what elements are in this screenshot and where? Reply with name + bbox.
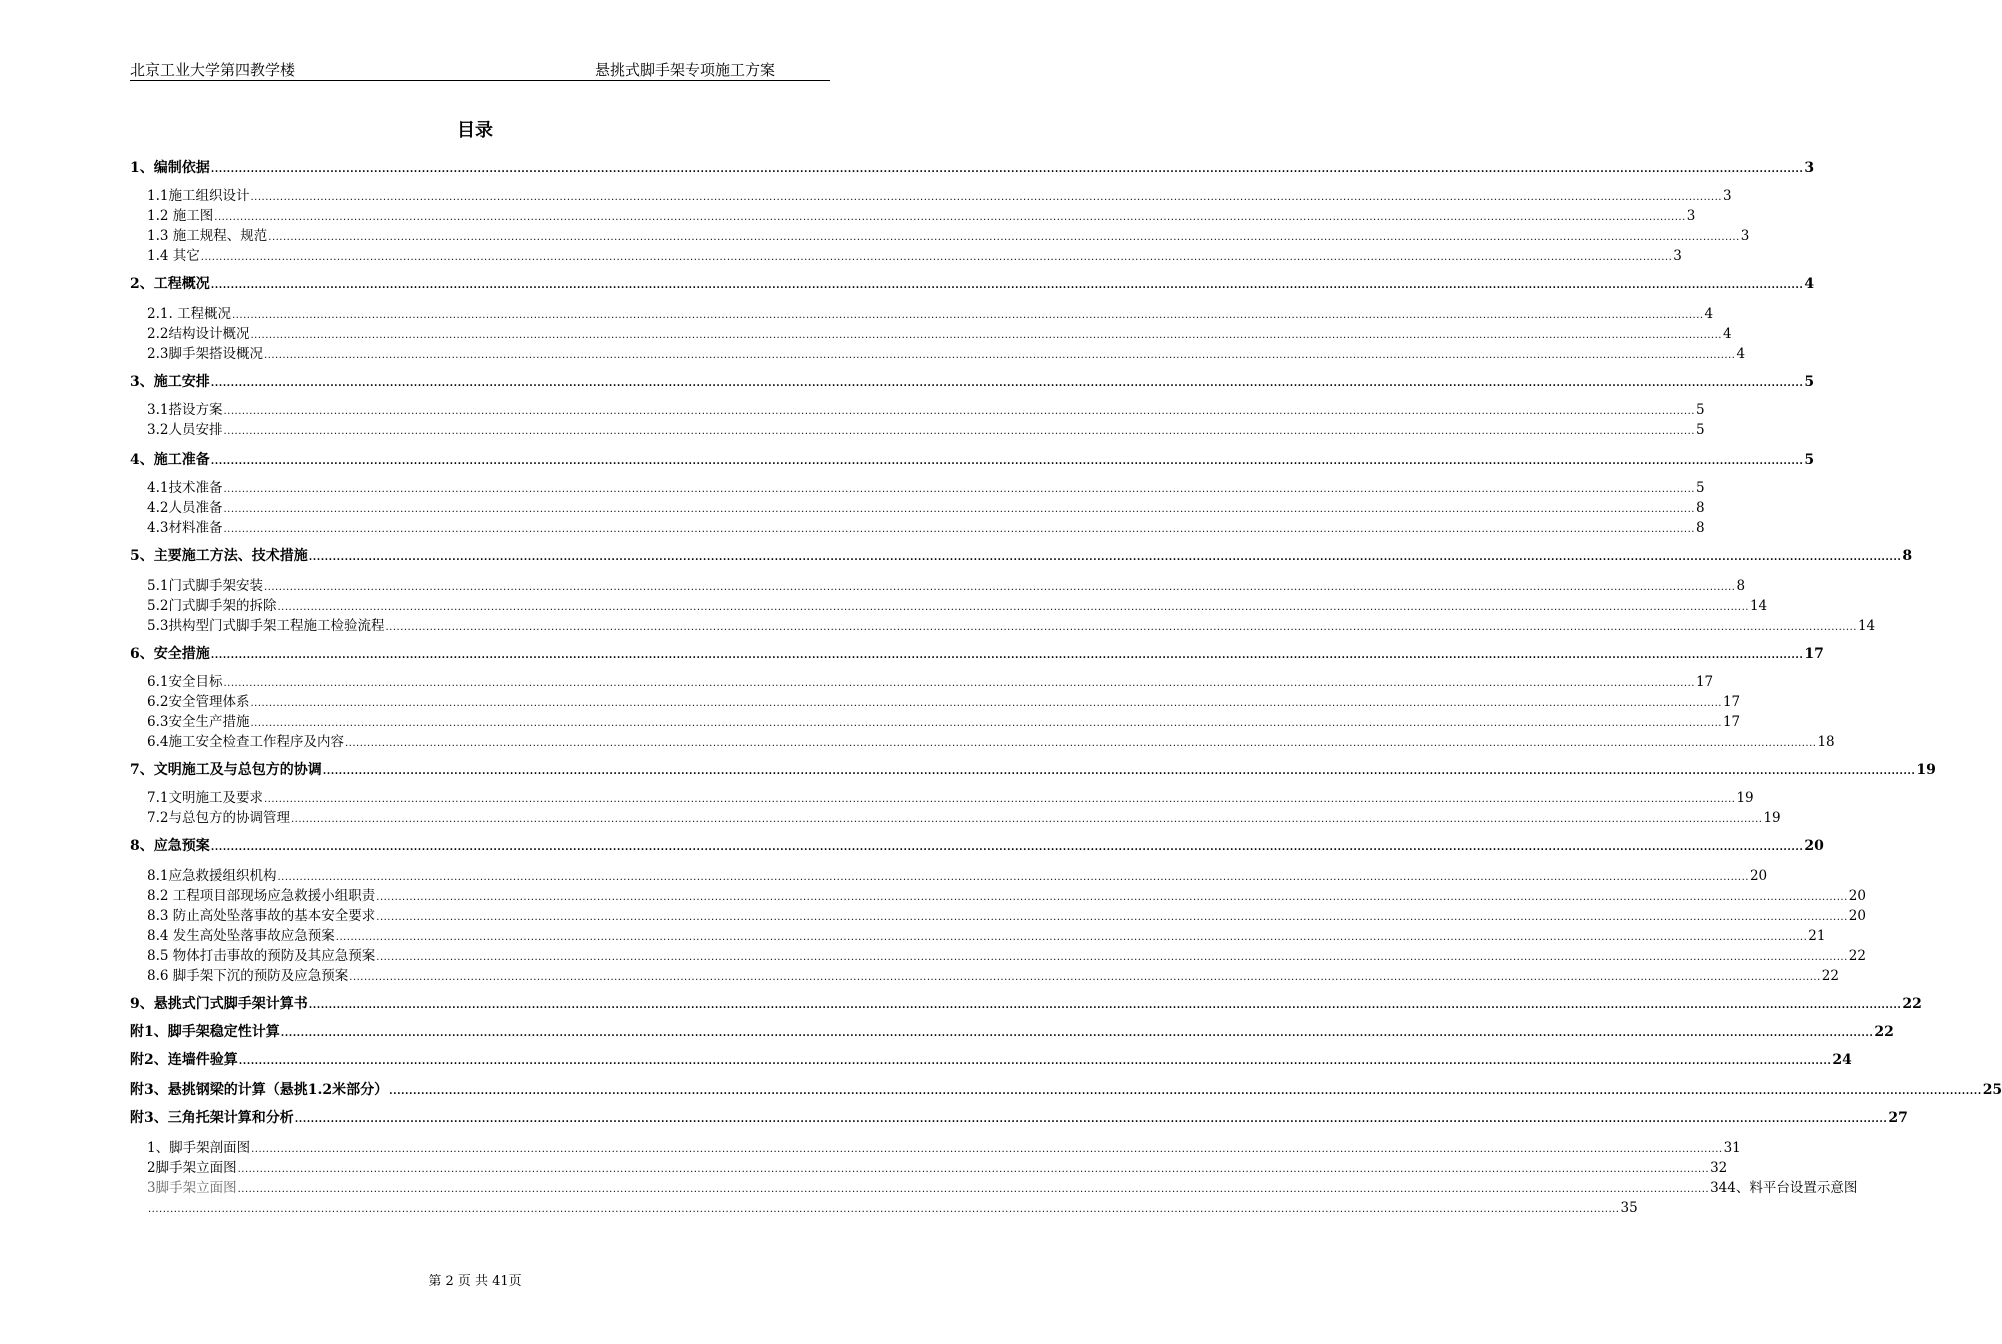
toc-entry[interactable]: [147, 926, 1826, 946]
toc-leader-dots: ................................................................................................................................................................................................................................................................................................................................................................................................................: [290, 814, 1763, 825]
toc-entry-page-number: 20: [1848, 888, 1866, 904]
toc-leader-dots: ................................................................................................................................................................................................................................................................................................................................................................................................................: [223, 504, 1695, 515]
toc-entry[interactable]: [147, 518, 1705, 538]
toc-entry-label: 4.2人员准备: [147, 500, 223, 516]
toc-entry[interactable]: [147, 304, 1714, 324]
toc-entry-label: 1.4 其它: [147, 248, 200, 264]
toc-leader-dots: ................................................................................................................................................................................................................................................................................................................................................................................................................: [277, 602, 1749, 613]
toc-leader-dots: ................................................................................................................................................................................................................................................................................................................................................................................................................: [223, 406, 1695, 417]
toc-entry-page-number: 22: [1821, 968, 1839, 984]
toc-entry-page-number: 22: [1902, 996, 1922, 1012]
toc-entry-page-number: 8: [1736, 578, 1746, 594]
toc-entry-label: 4、施工准备: [130, 452, 210, 468]
toc-entry[interactable]: [147, 400, 1705, 420]
toc-entry-label: 3、施工安排: [130, 374, 210, 390]
toc-entry[interactable]: [147, 1138, 1741, 1158]
toc-entry-label: 2.3脚手架搭设概况: [147, 346, 263, 362]
toc-entry-label: 7.2与总包方的协调管理: [147, 810, 290, 826]
toc-leader-dots: ................................................................................................................................................................................................................................................................................................................................................................................................................: [376, 912, 1848, 923]
toc-leader-dots: ................................................................................................................................................................................................................................................................................................................................................................................................................: [344, 738, 1817, 749]
toc-entry-label: 8.1应急救援组织机构: [147, 868, 277, 884]
toc-entry[interactable]: [147, 596, 1768, 616]
toc-entry[interactable]: [147, 206, 1696, 226]
toc-entry[interactable]: [130, 1108, 1908, 1128]
toc-entry-page-number: 3: [1686, 208, 1696, 224]
toc-entry[interactable]: [147, 692, 1741, 712]
toc-entry[interactable]: [130, 450, 1815, 470]
toc-entry[interactable]: [147, 498, 1705, 518]
toc-entry[interactable]: [147, 1178, 1858, 1198]
toc-leader-dots: ................................................................................................................................................................................................................................................................................................................................................................................................................: [376, 892, 1848, 903]
toc-leader-dots: ................................................................................................................................................................................................................................................................................................................................................................................................................: [210, 164, 1804, 175]
toc-entry-page-number: 5: [1804, 452, 1815, 468]
toc-entry-label: 6、安全措施: [130, 646, 210, 662]
toc-entry-page-number: 3: [1804, 160, 1815, 176]
toc-entry[interactable]: [147, 420, 1705, 440]
toc-leader-dots: ................................................................................................................................................................................................................................................................................................................................................................................................................: [308, 552, 1902, 563]
toc-leader-dots: ................................................................................................................................................................................................................................................................................................................................................................................................................: [200, 252, 1673, 263]
toc-entry-label: 1.2 施工图: [147, 208, 214, 224]
toc-entry-page-number: 4: [1722, 326, 1732, 342]
toc-entry-label: 6.1安全目标: [147, 674, 223, 690]
toc-entry-page-number: 344、料平台设置示意图: [1710, 1180, 1858, 1196]
toc-entry-label: 3脚手架立面图: [147, 1180, 237, 1196]
toc-entry[interactable]: [130, 1022, 1894, 1042]
toc-entry[interactable]: [147, 788, 1754, 808]
toc-entry-page-number: 35: [1620, 1200, 1638, 1216]
toc-entry[interactable]: [147, 1158, 1728, 1178]
header-document-title: 悬挑式脚手架专项施工方案: [594, 61, 775, 79]
toc-entry-page-number: 4: [1704, 306, 1714, 322]
toc-entry-label: 8.6 脚手架下沉的预防及应急预案: [147, 968, 349, 984]
toc-entry[interactable]: [147, 808, 1781, 828]
toc-leader-dots: ................................................................................................................................................................................................................................................................................................................................................................................................................: [223, 678, 1695, 689]
toc-entry[interactable]: [147, 672, 1714, 692]
toc-entry-page-number: 19: [1736, 790, 1754, 806]
toc-entry-page-number: 5: [1695, 422, 1705, 438]
toc-entry[interactable]: [130, 546, 1913, 566]
toc-leader-dots: ................................................................................................................................................................................................................................................................................................................................................................................................................: [210, 280, 1804, 291]
toc-entry-page-number: 5: [1804, 374, 1815, 390]
toc-entry-page-number: 25: [1982, 1082, 2002, 1098]
toc-leader-dots: ................................................................................................................................................................................................................................................................................................................................................................................................................: [210, 650, 1804, 661]
toc-entry-page-number: 31: [1723, 1140, 1741, 1156]
toc-leader-dots: ................................................................................................................................................................................................................................................................................................................................................................................................................: [223, 426, 1695, 437]
toc-leader-dots: ................................................................................................................................................................................................................................................................................................................................................................................................................: [223, 484, 1695, 495]
toc-entry-page-number: 14: [1857, 618, 1876, 634]
toc-leader-dots: ................................................................................................................................................................................................................................................................................................................................................................................................................: [214, 212, 1686, 223]
toc-entry-page-number: 17: [1722, 694, 1741, 710]
toc-entry[interactable]: [147, 226, 1750, 246]
toc-leader-dots: ................................................................................................................................................................................................................................................................................................................................................................................................................: [268, 232, 1740, 243]
toc-entry[interactable]: [147, 324, 1732, 344]
toc-entry-label: 7、文明施工及与总包方的协调: [130, 762, 322, 778]
toc-entry-label: 附3、三角托架计算和分析: [130, 1110, 294, 1126]
toc-entry[interactable]: [147, 576, 1746, 596]
toc-entry-page-number: 8: [1695, 500, 1705, 516]
toc-leader-dots: ................................................................................................................................................................................................................................................................................................................................................................................................................: [250, 718, 1722, 729]
toc-entry-label: 2.2结构设计概况: [147, 326, 250, 342]
toc-entry-label: 8.2 工程项目部现场应急救援小组职责: [147, 888, 376, 904]
toc-entry[interactable]: [130, 274, 1815, 294]
toc-leader-dots: ................................................................................................................................................................................................................................................................................................................................................................................................................: [263, 582, 1736, 593]
toc-leader-dots: ................................................................................................................................................................................................................................................................................................................................................................................................................: [263, 794, 1736, 805]
toc-entry-label: 1.3 施工规程、规范: [147, 228, 268, 244]
toc-entry[interactable]: [130, 158, 1815, 178]
toc-entry[interactable]: [130, 1080, 2002, 1100]
toc-entry-label: 4.3材料准备: [147, 520, 223, 536]
toc-entry-page-number: 17: [1722, 714, 1741, 730]
toc-leader-dots: ................................................................................................................................................................................................................................................................................................................................................................................................................: [210, 842, 1804, 853]
toc-entry-page-number: 5: [1695, 480, 1705, 496]
toc-entry-page-number: 8: [1695, 520, 1705, 536]
toc-leader-dots: ................................................................................................................................................................................................................................................................................................................................................................................................................: [232, 310, 1704, 321]
toc-entry-page-number: 20: [1804, 838, 1824, 854]
toc-entry-page-number: 5: [1695, 402, 1705, 418]
toc-entry[interactable]: [130, 372, 1815, 392]
toc-entry-label: 附1、脚手架稳定性计算: [130, 1024, 280, 1040]
toc-entry-label: 9、悬挑式门式脚手架计算书: [130, 996, 308, 1012]
toc-entry[interactable]: [147, 712, 1741, 732]
toc-entry-label: 2脚手架立面图: [147, 1160, 237, 1176]
toc-entry-label: 8.5 物体打击事故的预防及其应急预案: [147, 948, 376, 964]
toc-title: 目录: [457, 120, 493, 141]
toc-leader-dots: ................................................................................................................................................................................................................................................................................................................................................................................................................: [238, 1056, 1832, 1067]
toc-entry-page-number: 3: [1673, 248, 1682, 264]
toc-entry[interactable]: [130, 644, 1824, 664]
toc-entry[interactable]: [147, 866, 1768, 886]
toc-entry-label: 附3、悬挑钢梁的计算（悬挑1.2米部分）: [130, 1082, 389, 1098]
toc-entry-page-number: 3: [1722, 188, 1732, 204]
toc-leader-dots: ................................................................................................................................................................................................................................................................................................................................................................................................................: [308, 1000, 1902, 1011]
toc-leader-dots: ................................................................................................................................................................................................................................................................................................................................................................................................................: [237, 1164, 1710, 1175]
toc-entry-label: 6.2安全管理体系: [147, 694, 250, 710]
toc-leader-dots: ................................................................................................................................................................................................................................................................................................................................................................................................................: [250, 192, 1722, 203]
toc-leader-dots: ................................................................................................................................................................................................................................................................................................................................................................................................................: [277, 872, 1749, 883]
toc-entry-page-number: 24: [1832, 1052, 1852, 1068]
toc-leader-dots: ................................................................................................................................................................................................................................................................................................................................................................................................................: [389, 1086, 1982, 1097]
toc-entry[interactable]: [130, 1050, 1852, 1070]
toc-entry[interactable]: [130, 994, 1922, 1014]
toc-entry[interactable]: [130, 760, 1936, 780]
toc-entry-page-number: 4: [1804, 276, 1815, 292]
toc-entry-label: 8.3 防止高处坠落事故的基本安全要求: [147, 908, 376, 924]
toc-entry-label: 5.1门式脚手架安装: [147, 578, 263, 594]
toc-entry-label: 5.3拱构型门式脚手架工程施工检验流程: [147, 618, 385, 634]
toc-leader-dots: ................................................................................................................................................................................................................................................................................................................................................................................................................: [335, 932, 1808, 943]
toc-entry-label: 2.1. 工程概况: [147, 306, 232, 322]
toc-entry[interactable]: [147, 946, 1866, 966]
toc-entry-label: 3.2人员安排: [147, 422, 223, 438]
toc-entry[interactable]: [147, 906, 1866, 926]
toc-entry-label: 8.4 发生高处坠落事故应急预案: [147, 928, 335, 944]
toc-entry[interactable]: [147, 732, 1835, 752]
toc-entry-label: 2、工程概况: [130, 276, 210, 292]
toc-entry-page-number: 32: [1710, 1160, 1728, 1176]
toc-entry-label: 5.2门式脚手架的拆除: [147, 598, 277, 614]
toc-entry-page-number: 8: [1902, 548, 1913, 564]
toc-leader-dots: ................................................................................................................................................................................................................................................................................................................................................................................................................: [322, 766, 1916, 777]
toc-entry-label: 6.4施工安全检查工作程序及内容: [147, 734, 344, 750]
toc-leader-dots: ................................................................................................................................................................................................................................................................................................................................................................................................................: [349, 972, 1821, 983]
toc-leader-dots: ................................................................................................................................................................................................................................................................................................................................................................................................................: [376, 952, 1848, 963]
toc-leader-dots: ................................................................................................................................................................................................................................................................................................................................................................................................................: [237, 1184, 1710, 1195]
toc-leader-dots: ................................................................................................................................................................................................................................................................................................................................................................................................................: [210, 456, 1804, 467]
toc-leader-dots: ................................................................................................................................................................................................................................................................................................................................................................................................................: [210, 378, 1804, 389]
toc-entry-label: 6.3安全生产措施: [147, 714, 250, 730]
toc-entry-label: 4.1技术准备: [147, 480, 223, 496]
toc-leader-dots: ................................................................................................................................................................................................................................................................................................................................................................................................................: [250, 330, 1722, 341]
toc-entry[interactable]: [147, 966, 1839, 986]
toc-leader-dots: ................................................................................................................................................................................................................................................................................................................................................................................................................: [223, 524, 1695, 535]
toc-entry-page-number: 18: [1817, 734, 1835, 750]
toc-entry-page-number: 19: [1763, 810, 1781, 826]
toc-entry-label: 1.1施工组织设计: [147, 188, 250, 204]
toc-entry-page-number: 14: [1749, 598, 1768, 614]
toc-entry-page-number: 4: [1736, 346, 1746, 362]
toc-entry-page-number: 17: [1695, 674, 1714, 690]
toc-leader-dots: ................................................................................................................................................................................................................................................................................................................................................................................................................: [263, 350, 1736, 361]
toc-entry[interactable]: [147, 616, 1876, 636]
toc-entry-page-number: 21: [1808, 928, 1826, 944]
toc-entry-page-number: 19: [1916, 762, 1936, 778]
toc-entry-label: 8、应急预案: [130, 838, 210, 854]
toc-entry-page-number: 3: [1740, 228, 1750, 244]
toc-entry-page-number: 20: [1848, 908, 1866, 924]
toc-entry-page-number: 22: [1848, 948, 1866, 964]
toc-entry-label: 3.1搭设方案: [147, 402, 223, 418]
toc-leader-dots: ................................................................................................................................................................................................................................................................................................................................................................................................................: [385, 622, 1857, 633]
page-footer: 第 2 页 共 41页: [428, 1274, 522, 1289]
toc-leader-dots: ................................................................................................................................................................................................................................................................................................................................................................................................................: [148, 1204, 1620, 1215]
toc-entry-label: 5、主要施工方法、技术措施: [130, 548, 308, 564]
toc-entry-page-number: 27: [1888, 1110, 1908, 1126]
toc-leader-dots: ................................................................................................................................................................................................................................................................................................................................................................................................................: [251, 1144, 1723, 1155]
toc-entry[interactable]: [147, 344, 1746, 364]
toc-entry-page-number: 20: [1749, 868, 1768, 884]
toc-entry[interactable]: [147, 478, 1705, 498]
toc-entry[interactable]: [147, 886, 1866, 906]
toc-entry[interactable]: [147, 1198, 1638, 1218]
toc-entry-page-number: 22: [1874, 1024, 1894, 1040]
toc-entry-page-number: 17: [1804, 646, 1824, 662]
page-header: [130, 56, 830, 81]
toc-entry-label: 7.1文明施工及要求: [147, 790, 263, 806]
toc-entry[interactable]: [130, 836, 1824, 856]
toc-entry-label: 附2、连墙件验算: [130, 1052, 238, 1068]
toc-leader-dots: ................................................................................................................................................................................................................................................................................................................................................................................................................: [280, 1028, 1874, 1039]
toc-entry-label: 1、脚手架剖面图: [147, 1140, 251, 1156]
toc-entry-label: 1、编制依据: [130, 160, 210, 176]
toc-entry[interactable]: [147, 186, 1732, 206]
toc-leader-dots: ................................................................................................................................................................................................................................................................................................................................................................................................................: [250, 698, 1722, 709]
toc-entry[interactable]: [147, 246, 1682, 266]
header-project-name: 北京工业大学第四教学楼: [130, 61, 296, 79]
toc-leader-dots: ................................................................................................................................................................................................................................................................................................................................................................................................................: [294, 1114, 1888, 1125]
